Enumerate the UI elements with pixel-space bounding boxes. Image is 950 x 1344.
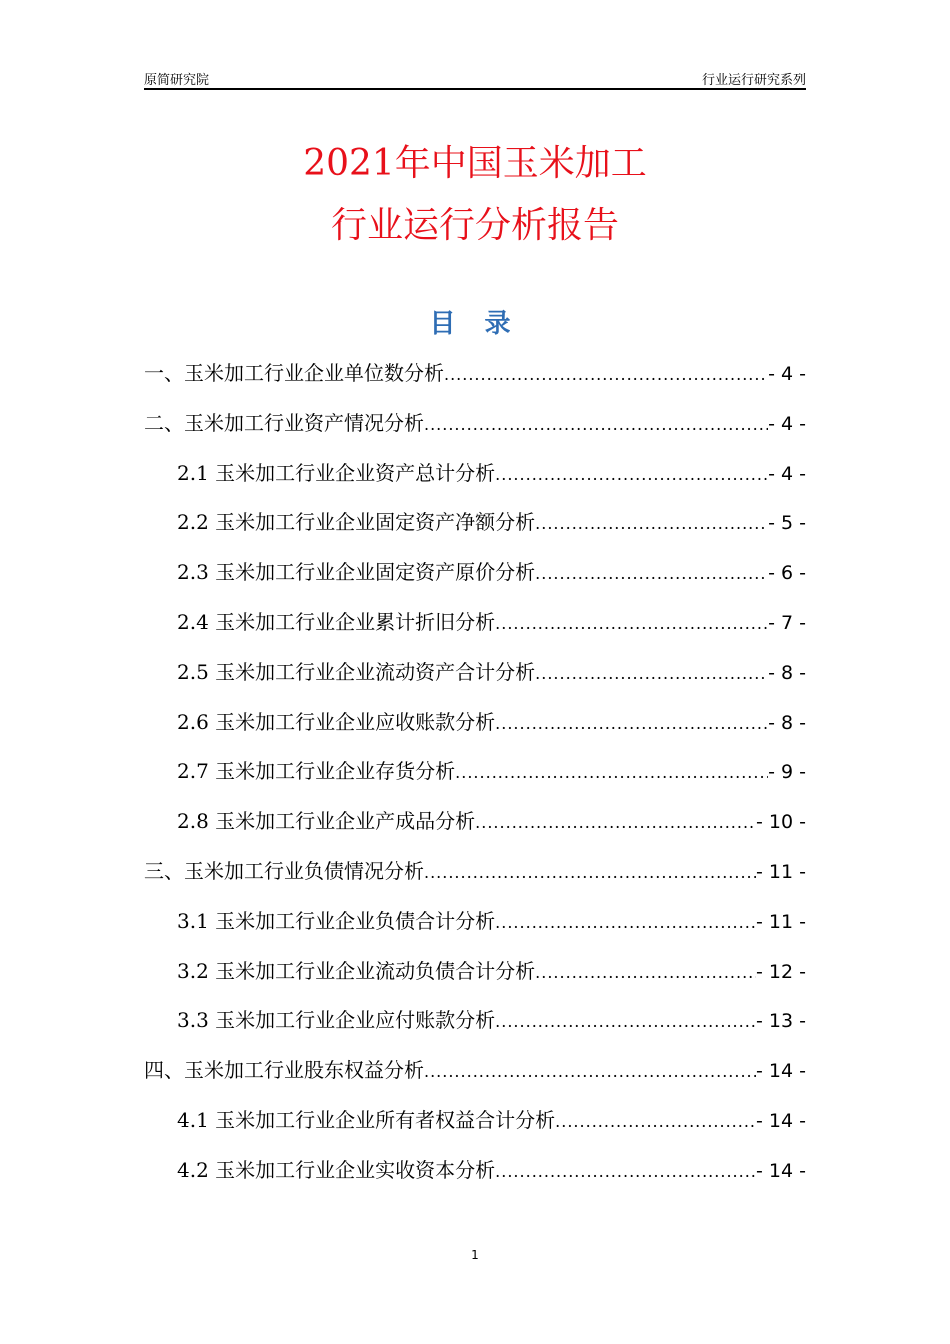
header-series: 行业运行研究系列 (701, 73, 806, 88)
toc-leader-dots (495, 614, 768, 633)
toc-entry-label: 二、玉米加工行业资产情况分析 (144, 410, 424, 435)
toc-leader-dots (495, 1012, 756, 1031)
toc-entry[interactable] (144, 1104, 806, 1154)
toc-entry-label: 三、玉米加工行业负债情况分析 (144, 858, 424, 883)
toc-entry-label: 2.5 玉米加工行业企业流动资产合计分析 (177, 659, 536, 684)
toc-entry-label: 四、玉米加工行业股东权益分析 (144, 1058, 424, 1083)
toc-entry-label: 2.4 玉米加工行业企业累计折旧分析 (177, 609, 496, 634)
toc-entry-label: 4.1 玉米加工行业企业所有者权益合计分析 (177, 1107, 556, 1132)
toc-entry-page: - 4 - (768, 462, 806, 485)
toc-entry-label: 4.2 玉米加工行业企业实收资本分析 (177, 1157, 496, 1182)
toc-leader-dots (475, 813, 756, 832)
toc-entry-page: - 14 - (756, 1159, 806, 1182)
toc-leader-dots (424, 1062, 756, 1081)
toc-entry[interactable] (144, 706, 806, 756)
toc-leader-dots (495, 913, 756, 932)
toc-leader-dots (495, 465, 768, 484)
toc-entry-page: - 7 - (768, 611, 806, 634)
toc-entry[interactable] (144, 1004, 806, 1054)
page-header (144, 68, 806, 90)
report-title-line1: 2021年中国玉米加工 (303, 143, 647, 184)
report-title-line2: 行业运行分析报告 (330, 205, 619, 246)
toc-entry[interactable] (144, 407, 806, 457)
toc-entry-label: 3.3 玉米加工行业企业应付账款分析 (177, 1008, 496, 1033)
toc-entry[interactable] (144, 656, 806, 706)
toc-entry[interactable] (144, 955, 806, 1005)
table-of-contents (144, 357, 806, 1204)
toc-leader-dots (535, 664, 768, 683)
toc-entry-label: 2.6 玉米加工行业企业应收账款分析 (177, 709, 496, 734)
toc-entry-page: - 14 - (756, 1060, 806, 1083)
toc-entry[interactable] (144, 556, 806, 606)
toc-entry[interactable] (144, 755, 806, 805)
toc-entry-page: - 8 - (768, 711, 806, 734)
toc-entry-label: 2.1 玉米加工行业企业资产总计分析 (177, 460, 496, 485)
toc-leader-dots (535, 963, 756, 982)
toc-entry-page: - 10 - (756, 811, 806, 834)
toc-entry-page: - 4 - (768, 363, 806, 385)
toc-entry-page: - 12 - (756, 960, 806, 983)
page-number: 1 (471, 1248, 479, 1262)
toc-entry-page: - 11 - (756, 860, 806, 883)
toc-entry[interactable] (144, 457, 806, 507)
toc-entry[interactable] (144, 805, 806, 855)
toc-entry-label: 2.2 玉米加工行业企业固定资产净额分析 (177, 510, 536, 535)
toc-entry[interactable] (144, 606, 806, 656)
toc-entry-page: - 14 - (756, 1109, 806, 1132)
toc-entry-label: 2.3 玉米加工行业企业固定资产原价分析 (177, 560, 536, 585)
toc-entry-label: 3.2 玉米加工行业企业流动负债合计分析 (177, 958, 536, 983)
toc-heading: 目 录 (429, 309, 521, 339)
toc-entry-label: 2.7 玉米加工行业企业存货分析 (177, 759, 456, 784)
toc-leader-dots (444, 365, 768, 384)
toc-leader-dots (535, 564, 768, 583)
toc-entry[interactable] (144, 855, 806, 905)
toc-entry-page: - 6 - (768, 562, 806, 585)
toc-entry[interactable] (144, 1154, 806, 1204)
toc-leader-dots (424, 863, 756, 882)
toc-leader-dots (495, 714, 768, 733)
toc-entry-page: - 8 - (768, 661, 806, 684)
toc-leader-dots (424, 415, 768, 434)
toc-entry[interactable] (144, 506, 806, 556)
toc-entry-page: - 9 - (768, 761, 806, 784)
toc-entry-label: 一、玉米加工行业企业单位数分析 (144, 361, 444, 385)
toc-leader-dots (455, 763, 768, 782)
toc-entry-page: - 5 - (768, 512, 806, 535)
toc-entry-page: - 13 - (756, 1010, 806, 1033)
toc-entry[interactable] (144, 357, 806, 407)
toc-entry-page: - 11 - (756, 910, 806, 933)
toc-leader-dots (535, 514, 768, 533)
toc-leader-dots (495, 1162, 756, 1181)
toc-entry-label: 3.1 玉米加工行业企业负债合计分析 (177, 908, 496, 933)
toc-leader-dots (555, 1112, 756, 1131)
toc-entry[interactable] (144, 1054, 806, 1104)
toc-entry-page: - 4 - (768, 412, 806, 435)
toc-entry[interactable] (144, 905, 806, 955)
header-org: 原简研究院 (144, 73, 210, 88)
toc-entry-label: 2.8 玉米加工行业企业产成品分析 (177, 809, 476, 834)
